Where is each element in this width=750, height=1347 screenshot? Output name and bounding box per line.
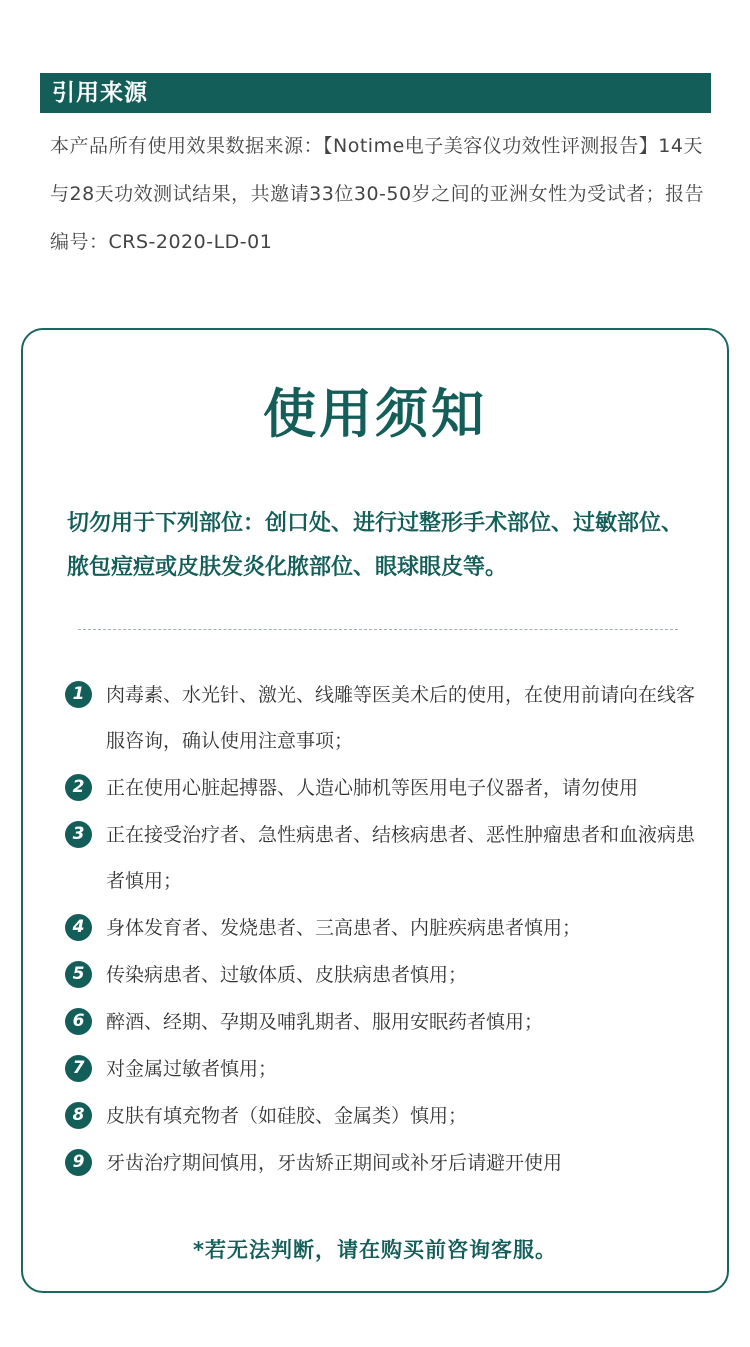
list-item bbox=[65, 907, 705, 951]
list-item bbox=[65, 1095, 705, 1139]
number-badge: 3 bbox=[65, 821, 92, 848]
caution-list bbox=[65, 674, 705, 1186]
number-badge: 9 bbox=[65, 1149, 92, 1176]
list-item bbox=[65, 1142, 705, 1186]
notice-title: 使用须知 bbox=[263, 384, 487, 445]
usage-notice-card bbox=[21, 328, 729, 1293]
list-item bbox=[65, 1048, 705, 1092]
list-item bbox=[65, 674, 705, 764]
list-item-text: 正在使用心脏起搏器、人造心肺机等医用电子仪器者，请勿使用 bbox=[106, 777, 639, 799]
list-item-text: 身体发育者、发烧患者、三高患者、内脏疾病患者慎用； bbox=[106, 917, 582, 939]
list-item-text: 正在接受治疗者、急性病患者、结核病患者、恶性肿瘤患者和血液病患者慎用； bbox=[106, 824, 696, 892]
list-item-text: 醉酒、经期、孕期及哺乳期者、服用安眠药者慎用； bbox=[106, 1011, 544, 1033]
list-item bbox=[65, 954, 705, 998]
number-badge: 1 bbox=[65, 681, 92, 708]
number-badge: 5 bbox=[65, 961, 92, 988]
footnote: *若无法判断，请在购买前咨询客服。 bbox=[193, 1238, 557, 1262]
dashed-divider bbox=[78, 629, 678, 630]
list-item-text: 肉毒素、水光针、激光、线雕等医美术后的使用，在使用前请向在线客服咨询，确认使用注意事项； bbox=[106, 684, 696, 752]
source-text: 本产品所有使用效果数据来源：【Notime电子美容仪功效性评测报告】14天与28天功效测试结果，共邀请33位30-50岁之间的亚洲女性为受试者；报告编号：CRS-2020-LD-01 bbox=[50, 135, 705, 253]
number-badge: 7 bbox=[65, 1055, 92, 1082]
warning-text: 切勿用于下列部位：创口处、进行过整形手术部位、过敏部位、脓包痘痘或皮肤发炎化脓部位、眼球眼皮等。 bbox=[67, 511, 684, 580]
source-heading: 引用来源 bbox=[40, 73, 711, 113]
number-badge: 4 bbox=[65, 914, 92, 941]
list-item bbox=[65, 767, 705, 811]
list-item-text: 皮肤有填充物者（如硅胶、金属类）慎用； bbox=[106, 1105, 468, 1127]
number-badge: 8 bbox=[65, 1102, 92, 1129]
number-badge: 2 bbox=[65, 774, 92, 801]
list-item bbox=[65, 1001, 705, 1045]
list-item-text: 牙齿治疗期间慎用，牙齿矫正期间或补牙后请避开使用 bbox=[106, 1152, 563, 1174]
list-item bbox=[65, 814, 705, 904]
list-item-text: 传染病患者、过敏体质、皮肤病患者慎用； bbox=[106, 964, 468, 986]
number-badge: 6 bbox=[65, 1008, 92, 1035]
list-item-text: 对金属过敏者慎用； bbox=[106, 1058, 278, 1080]
